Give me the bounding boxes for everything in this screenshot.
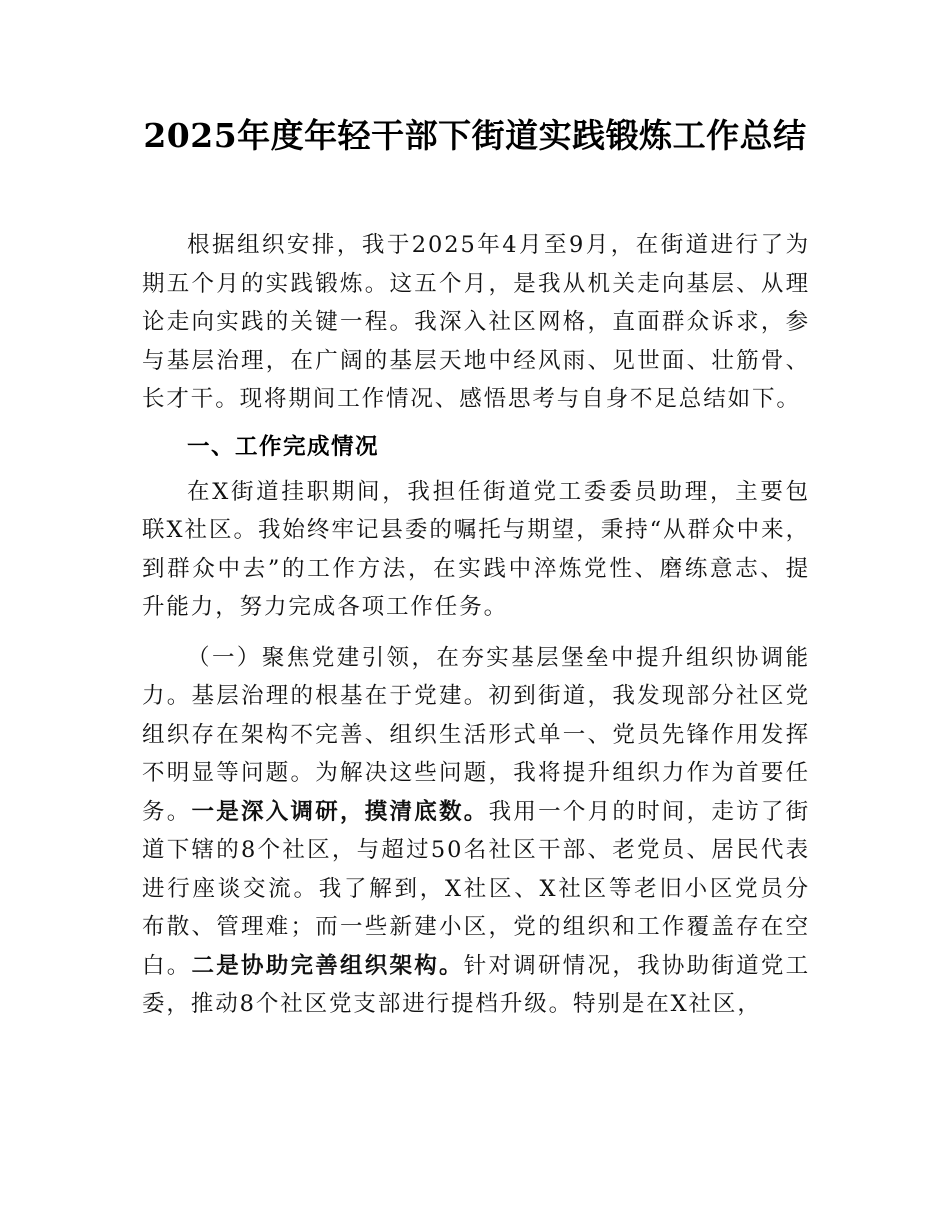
subsection1-lead: （一）聚焦党建引领，在夯实基层堡垒中提升组织协调能力。 <box>142 644 810 709</box>
subsection1-text: 基层治理的根基在于党建。初到街道，我发现部分社区党组织存在架构不完善、组织生活形式单一、党员先锋作用发挥不明显等问题。为解决这些问题，我将提升组织力作为首要任务。 <box>142 683 810 825</box>
section-heading-work-completion: 一、工作完成情况 <box>187 433 380 460</box>
point1-text: 我用一个月的时间，走访了街道下辖的8个社区，与超过50名社区干部、老党员、居民代表进行座谈交流。我了解到，X社区、X社区等老旧小区党员分布散、管理难；而一些新建小区，党的组织和工作覆盖存在空白。 <box>142 798 810 979</box>
subsection1-paragraph <box>142 639 810 1024</box>
document-body <box>142 226 810 1024</box>
section1-paragraph: 在X街道挂职期间，我担任街道党工委委员助理，主要包联X社区。我始终牢记县委的嘱托与期望，秉持“从群众中来，到群众中去”的工作方法，在实践中淬炼党性、磨练意志、提升能力，努力完成各项工作任务。 <box>142 478 810 620</box>
point2-text: 针对调研情况，我协助街道党工委，推动8个社区党支部进行提档升级。特别是在X社区， <box>142 952 810 1017</box>
document-title: 2025年度年轻干部下街道实践锻炼工作总结 <box>143 116 807 155</box>
intro-paragraph: 根据组织安排，我于2025年4月至9月，在街道进行了为期五个月的实践锻炼。这五个月，是我从机关走向基层、从理论走向实践的关键一程。我深入社区网格，直面群众诉求，参与基层治理，在广阔的基层天地中经风雨、见世面、壮筋骨、长才干。现将期间工作情况、感悟思考与自身不足总结如下。 <box>142 232 810 412</box>
point1-title: 一是深入调研，摸清底数。 <box>191 798 489 825</box>
point2-title: 二是协助完善组织架构。 <box>191 952 464 979</box>
paragraph-spacer <box>142 627 810 639</box>
